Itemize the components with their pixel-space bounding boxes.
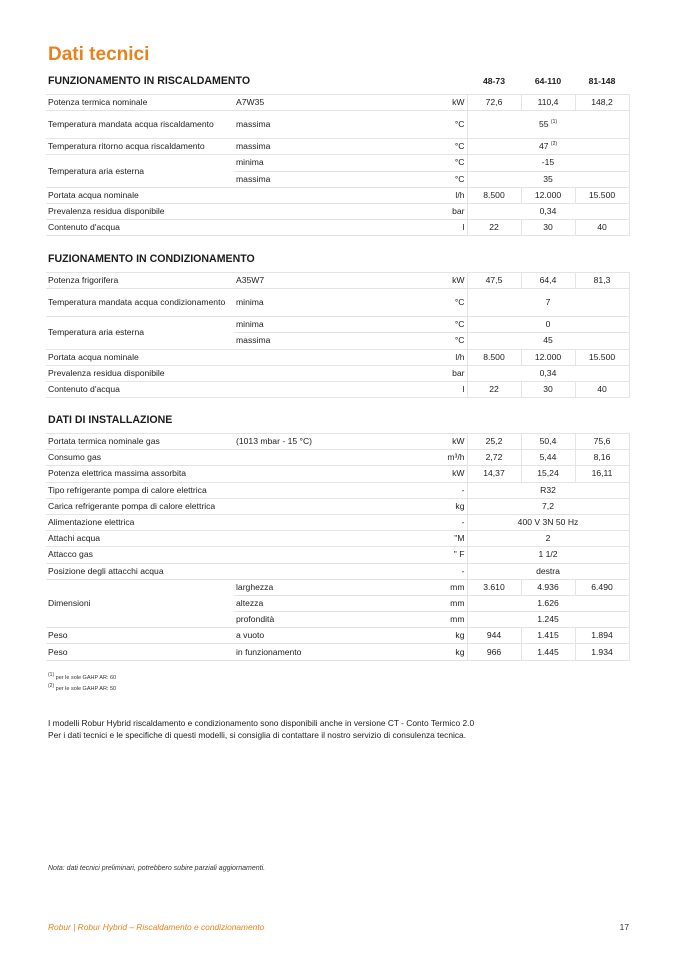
table-row [46,547,629,563]
row-label: Potenza termica nominale [46,95,234,111]
row-condition: larghezza [234,579,384,595]
model-header: 48-73 [483,76,505,87]
info-line: I modelli Robur Hybrid riscaldamento e condizionamento sono disponibili anche in versione CT - Conto Termico 2.0 [48,718,475,728]
row-label: Attacco gas [46,547,384,563]
value-cell: 72,6 [467,95,521,111]
value-cell: 2 [467,531,629,547]
row-unit: °C [384,289,467,317]
installation-table [46,409,630,661]
footnote-1: $^{(1)}$ per le sole GAHP AR: 60 [48,672,117,681]
row-label: Temperatura aria esterna [46,155,234,187]
row-label: Alimentazione elettrica [46,514,384,530]
row-unit: °C [384,333,467,349]
row-label: Prevalenza residua disponibile [46,203,234,219]
row-unit: - [384,563,467,579]
page-footer: Robur | Robur Hybrid – Riscaldamento e condizionamento [48,922,265,932]
value-cell: 15.500 [575,349,629,365]
table-row [46,514,629,530]
row-unit: l/h [384,349,467,365]
row-unit: kg [384,628,467,644]
row-condition [234,203,384,219]
cooling-header [46,248,629,273]
row-unit: mm [384,579,467,595]
row-label: Peso [46,628,234,644]
value-cell: 7 [467,289,629,317]
row-unit: " F [384,547,467,563]
table-row [46,139,629,155]
cooling-table [46,248,630,398]
table-row [46,381,629,397]
row-condition: minima [234,289,384,317]
row-label: Temperatura aria esterna [46,317,234,349]
row-label: Portata termica nominale gas [46,434,234,450]
value-cell: 55 $^{(1)}$ [467,111,629,139]
row-condition: A35W7 [234,273,384,289]
row-condition: massima [234,111,384,139]
value-cell: 3.610 [467,579,521,595]
table-row [46,531,629,547]
row-condition: a vuoto [234,628,384,644]
table-row [46,187,629,203]
value-cell: 0,34 [467,365,629,381]
table-row [46,220,629,236]
table-row [46,579,629,595]
heating-table [46,70,630,236]
row-unit: kW [384,95,467,111]
value-cell: 81,3 [575,273,629,289]
table-row [46,434,629,450]
row-condition: A7W35 [234,95,384,111]
value-cell: 22 [467,381,521,397]
table-row [46,466,629,482]
row-condition [234,187,384,203]
value-cell: 40 [575,220,629,236]
row-unit: °C [384,317,467,333]
row-condition: minima [234,317,384,333]
row-unit: l/h [384,187,467,203]
value-cell: 25,2 [467,434,521,450]
value-cell: -15 [467,155,629,171]
model-header: 64-110 [534,76,562,87]
row-unit: kg [384,498,467,514]
value-cell: 64,4 [521,273,575,289]
row-unit: °C [384,111,467,139]
cooling-title: FUZIONAMENTO IN CONDIZIONAMENTO [48,253,255,266]
value-cell: 944 [467,628,521,644]
row-label: Potenza frigorifera [46,273,234,289]
row-condition: massima [234,171,384,187]
value-cell: 1.626 [467,595,629,611]
value-cell: 35 [467,171,629,187]
value-cell: 40 [575,381,629,397]
model-header: 81-148 [588,76,616,87]
table-row [46,155,629,171]
value-cell: destra [467,563,629,579]
value-cell: 16,11 [575,466,629,482]
row-condition [234,450,384,466]
value-cell: 30 [521,381,575,397]
value-cell: 5,44 [521,450,575,466]
row-label: Consumo gas [46,450,234,466]
preliminary-note: Nota: dati tecnici preliminari, potrebbero subire parziali aggiornamenti. [48,865,266,872]
row-label: Attachi acqua [46,531,384,547]
row-label: Carica refrigerante pompa di calore elettrica [46,498,384,514]
row-label: Temperatura mandata acqua condizionamento [46,289,234,317]
table-row [46,365,629,381]
row-unit: - [384,514,467,530]
row-condition: minima [234,155,384,171]
table-row [46,95,629,111]
value-cell: 12.000 [521,187,575,203]
row-condition: massima [234,139,384,155]
value-cell: 6.490 [575,579,629,595]
row-condition [234,349,384,365]
value-cell: 1.415 [521,628,575,644]
footnote-2: $^{(2)}$ per le sole GAHP AR: 50 [48,682,117,692]
row-label: Contenuto d'acqua [46,220,234,236]
row-label: Portata acqua nominale [46,187,234,203]
value-cell: 110,4 [521,95,575,111]
value-cell: 50,4 [521,434,575,450]
table-row [46,498,629,514]
value-cell: 0 [467,317,629,333]
footnotes [48,671,116,693]
value-cell: 47 $^{(2)}$ [467,139,629,155]
row-condition [234,466,384,482]
value-cell: 15,24 [521,466,575,482]
row-condition: profondità [234,612,384,628]
value-cell: 966 [467,644,521,660]
row-unit: bar [384,365,467,381]
value-cell: 4.936 [521,579,575,595]
footnote-ref: (2) [550,141,558,148]
heating-header [46,70,629,95]
row-condition [234,365,384,381]
row-label: Dimensioni [46,579,234,628]
row-condition: in funzionamento [234,644,384,660]
value-cell: R32 [467,482,629,498]
row-unit: bar [384,203,467,219]
value-cell: 1.445 [521,644,575,660]
row-unit: l [384,381,467,397]
row-unit: °C [384,139,467,155]
value-cell: 400 V 3N 50 Hz [467,514,629,530]
row-condition [234,220,384,236]
row-unit: mm [384,612,467,628]
value-cell: 7,2 [467,498,629,514]
row-label: Portata acqua nominale [46,349,234,365]
row-condition: altezza [234,595,384,611]
row-label: Contenuto d'acqua [46,381,234,397]
table-row [46,111,629,139]
row-unit: - [384,482,467,498]
installation-header [46,409,629,434]
value-cell: 22 [467,220,521,236]
value-cell: 148,2 [575,95,629,111]
table-row [46,450,629,466]
table-row [46,317,629,333]
table-row [46,349,629,365]
row-unit: kW [384,466,467,482]
value-cell: 47,5 [467,273,521,289]
value-cell: 45 [467,333,629,349]
value-cell: 1.245 [467,612,629,628]
row-label: Potenza elettrica massima assorbita [46,466,234,482]
value-cell: 8.500 [467,349,521,365]
row-label: Tipo refrigerante pompa di calore elettrica [46,482,384,498]
row-label: Prevalenza residua disponibile [46,365,234,381]
row-label: Peso [46,644,234,660]
value-cell: 30 [521,220,575,236]
value-cell: 1.934 [575,644,629,660]
table-row [46,203,629,219]
page-number: 17 [619,922,629,932]
row-unit: °C [384,155,467,171]
value-cell: 75,6 [575,434,629,450]
info-paragraph [48,717,638,741]
installation-title: DATI DI INSTALLAZIONE [48,414,173,427]
row-unit: "M [384,531,467,547]
row-unit: m³/h [384,450,467,466]
footnote-ref: (1) [550,119,558,126]
table-row [46,563,629,579]
row-unit: kW [384,273,467,289]
row-unit: mm [384,595,467,611]
row-unit: l [384,220,467,236]
table-row [46,482,629,498]
table-row [46,289,629,317]
row-label: Temperatura ritorno acqua riscaldamento [46,139,234,155]
value-cell: 1 1/2 [467,547,629,563]
table-row [46,273,629,289]
value-cell: 1.894 [575,628,629,644]
value-cell: 2,72 [467,450,521,466]
value-cell: 0,34 [467,203,629,219]
value-cell: 8.500 [467,187,521,203]
row-label: Posizione degli attacchi acqua [46,563,384,579]
row-unit: kW [384,434,467,450]
row-condition: massima [234,333,384,349]
heating-title: FUNZIONAMENTO IN RISCALDAMENTO [48,75,251,88]
row-condition: (1013 mbar - 15 °C) [234,434,384,450]
row-unit: kg [384,644,467,660]
row-unit: °C [384,171,467,187]
info-line: Per i dati tecnici e le specifiche di questi modelli, si consiglia di contattare il nostro servizio di consulenza tecnica. [48,730,467,740]
row-label: Temperatura mandata acqua riscaldamento [46,111,234,139]
table-row [46,628,629,644]
page-title: Dati tecnici [48,44,150,65]
value-cell: 8,16 [575,450,629,466]
value-cell: 15.500 [575,187,629,203]
value-cell: 14,37 [467,466,521,482]
row-condition [234,381,384,397]
table-row [46,644,629,660]
value-cell: 12.000 [521,349,575,365]
